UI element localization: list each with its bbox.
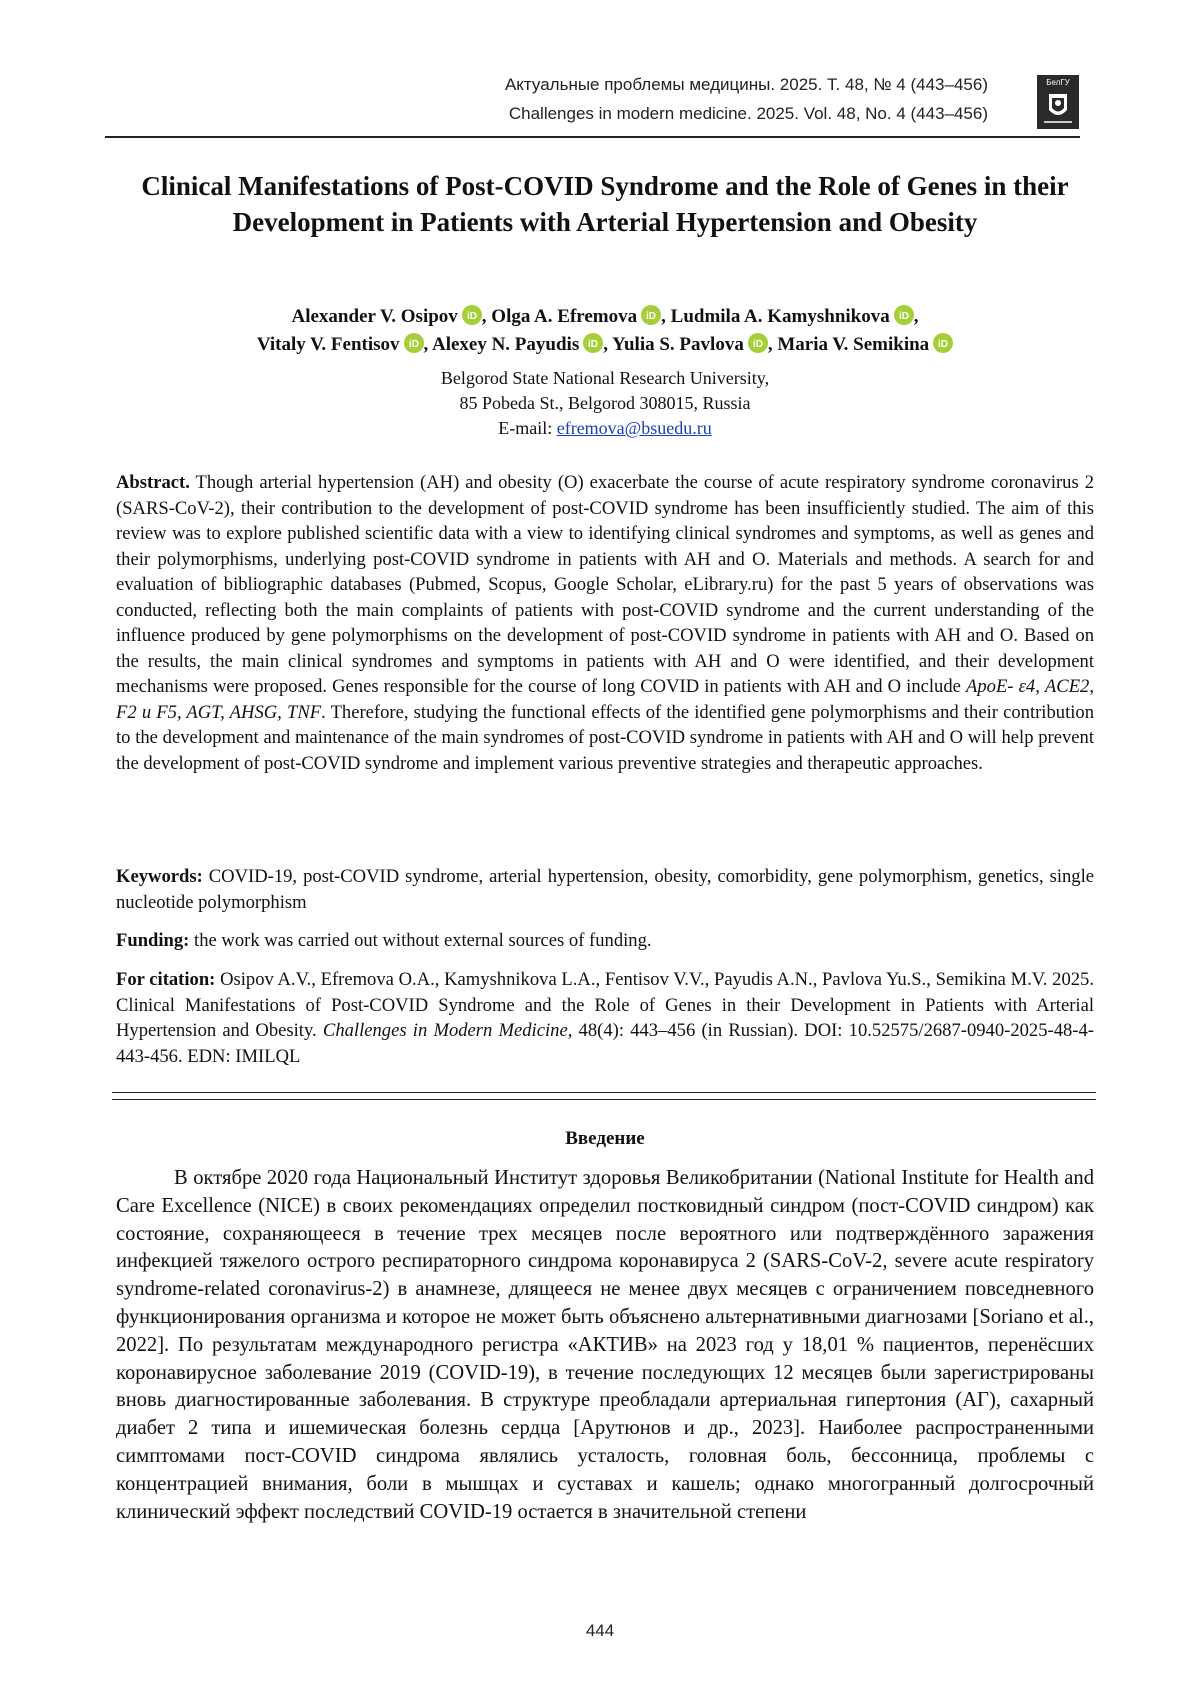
author-name: Alexander V. Osipov bbox=[291, 306, 458, 327]
email-label: E-mail: bbox=[498, 418, 557, 438]
svg-text:iD: iD bbox=[408, 339, 419, 350]
abstract-text: Though arterial hypertension (AH) and obesity (O) exacerbate the course of acute respiratory syndrome coronavirus 2 (SARS-CoV-2), their contribution to the development of post-COVID syndrome has been insufficiently studied. The aim of this review was to explore published scientific data with a view to identifying clinical syndromes and symptoms, as well as genes and their polymorphisms, underlying post-COVID syndrome in patients with AH and O. Materials and methods. A search for and evaluation of bibliographic databases (Pubmed, Scopus, Google Scholar, eLibrary.ru) for the past 5 years of observations was conducted, reflecting both the main complaints of patients with post-COVID syndrome and the current understanding of the influence produced by gene polymorphisms on the development of post-COVID syndrome in patients with AH and O. Based on the results, the main clinical syndromes and symptoms in patients with AH and O were identified, and their development mechanisms were proposed. Genes responsible for the course of long COVID in patients with AH and O include bbox=[116, 472, 1095, 697]
orcid-icon[interactable] bbox=[641, 305, 661, 325]
svg-text:iD: iD bbox=[898, 311, 909, 322]
funding-label: Funding: bbox=[116, 930, 190, 951]
abstract bbox=[116, 470, 1094, 776]
orcid-icon[interactable] bbox=[894, 305, 914, 325]
orcid-icon[interactable] bbox=[583, 333, 603, 353]
journal-info bbox=[505, 70, 988, 128]
orcid-icon[interactable] bbox=[933, 333, 953, 353]
affiliation bbox=[105, 366, 1105, 441]
author-name: Vitaly V. Fentisov bbox=[256, 334, 400, 355]
keywords-text: COVID-19, post-COVID syndrome, arterial hypertension, obesity, comorbidity, gene polymorphism, genetics, single nucleotide polymorphism bbox=[116, 866, 1094, 913]
header-rule bbox=[105, 136, 1080, 138]
svg-text:iD: iD bbox=[938, 339, 949, 350]
article-title: Clinical Manifestations of Post-COVID Syndrome and the Role of Genes in their Development in Patients with Arterial Hypertension and Obesity bbox=[141, 171, 1069, 237]
author-list bbox=[105, 303, 1105, 359]
intro-paragraph: В октябре 2020 года Национальный Институт здоровья Великобритании (National Institute for Health and Care Excellence (NICE) в своих рекомендациях определил постковидный синдром (пост-COVID синдром) как состояние, сохраняющееся в течение трех месяцев после вероятного или подтверждённого заражения инфекцией тяжелого острого респираторного синдрома коронавируса 2 (SARS-CoV-2, severe acute respiratory syndrome-related coronavirus-2) в анамнезе, длящееся не менее двух месяцев с ограничением повседневного функционирования организма и которое не может быть объяснено альтернативными диагнозами [Soriano et al., 2022]. По результатам международного регистра «АКТИВ» на 2023 год у 18,01 % пациентов, перенёсших коронавирусное заболевание 2019 (COVID-19), в течение последующих 12 месяцев были зарегистрированы вновь диагностированные заболевания. В структуре преобладали артериальная гипертония (АГ), сахарный диабет 2 типа и ишемическая болезнь сердца [Арутюнов и др., 2023]. Наиболее распространенными симптомами пост-COVID синдрома являлись усталость, головная боль, бессонница, проблемы с концентрацией внимания, боли в мышцах и суставах и кашель; однако многогранный долгосрочный клинический эффект последствий COVID-19 остается в значительной степени bbox=[116, 1167, 1094, 1523]
author-item: Olga A. Efremova iD , bbox=[491, 306, 666, 327]
author-name: Maria V. Semikina bbox=[777, 334, 930, 355]
author-name: Yulia S. Pavlova bbox=[612, 334, 744, 355]
running-header bbox=[105, 70, 1080, 138]
orcid-icon[interactable] bbox=[462, 305, 482, 325]
section-title: Введение bbox=[565, 1128, 645, 1149]
university-logo bbox=[1036, 74, 1080, 130]
author-name: Alexey N. Payudis bbox=[431, 334, 580, 355]
page-number: 444 bbox=[585, 1621, 615, 1640]
funding-text: the work was carried out without external sources of funding. bbox=[194, 930, 652, 951]
citation-text-end: , 48(4): 443–456 (in Russian). DOI: 10.52575/2687-0940-2025-48-4-443-456. EDN: IMILQL bbox=[116, 1020, 1094, 1067]
svg-text:iD: iD bbox=[466, 311, 477, 322]
section-divider bbox=[112, 1092, 1096, 1100]
abstract-label: Abstract. bbox=[116, 472, 190, 493]
author-item: Alexander V. Osipov iD , bbox=[291, 306, 487, 327]
citation bbox=[116, 967, 1094, 1069]
abstract-genes: ApoE- ε4, ACE2, F2 и F5, AGT, AHSG, TNF bbox=[116, 676, 1094, 723]
author-item bbox=[777, 334, 953, 355]
author-item: Alexey N. Payudis iD , bbox=[431, 334, 608, 355]
author-item: Vitaly V. Fentisov iD , bbox=[256, 334, 429, 355]
citation-label: For citation: bbox=[116, 969, 216, 990]
journal-title-en: Challenges in modern medicine. 2025. Vol. 48, No. 4 (443–456) bbox=[508, 104, 988, 123]
author-item: Ludmila A. Kamyshnikova iD , bbox=[670, 306, 919, 327]
keywords-label: Keywords: bbox=[116, 866, 203, 887]
svg-text:iD: iD bbox=[588, 339, 599, 350]
affiliation-address: 85 Pobeda St., Belgorod 308015, Russia bbox=[459, 393, 751, 413]
author-name: Ludmila A. Kamyshnikova bbox=[670, 306, 890, 327]
funding bbox=[116, 928, 1094, 954]
citation-text: Osipov A.V., Efremova O.A., Kamyshnikova L.A., Fentisov V.V., Payudis A.N., Pavlova Yu.S., Semikina M.V. 2025. Clinical Manifestations of Post-COVID Syndrome and the Role of Genes in their Development in Patients with Arterial Hypertension and Obesity. bbox=[116, 969, 1094, 1041]
orcid-icon[interactable] bbox=[404, 333, 424, 353]
orcid-icon[interactable] bbox=[748, 333, 768, 353]
affiliation-university: Belgorod State National Research University, bbox=[440, 368, 770, 388]
author-item: Yulia S. Pavlova iD , bbox=[612, 334, 773, 355]
journal-title-ru: Актуальные проблемы медицины. 2025. Т. 48, № 4 (443–456) bbox=[504, 75, 988, 94]
email-link[interactable]: efremova@bsuedu.ru bbox=[556, 418, 712, 438]
abstract-text-end: . Therefore, studying the functional effects of the identified gene polymorphisms and their contribution to the development and maintenance of the main syndromes of post-COVID syndrome in patients with AH and O will help prevent the development of post-COVID syndrome and implement various preventive strategies and therapeutic approaches. bbox=[116, 701, 1094, 774]
author-name: Olga A. Efremova bbox=[491, 306, 638, 327]
keywords bbox=[116, 864, 1094, 915]
svg-text:iD: iD bbox=[646, 311, 657, 322]
svg-text:iD: iD bbox=[752, 339, 763, 350]
affiliation-email bbox=[105, 416, 1105, 441]
logo-text: БелГУ bbox=[1046, 78, 1070, 87]
citation-journal: Challenges in Modern Medicine bbox=[322, 1020, 568, 1041]
